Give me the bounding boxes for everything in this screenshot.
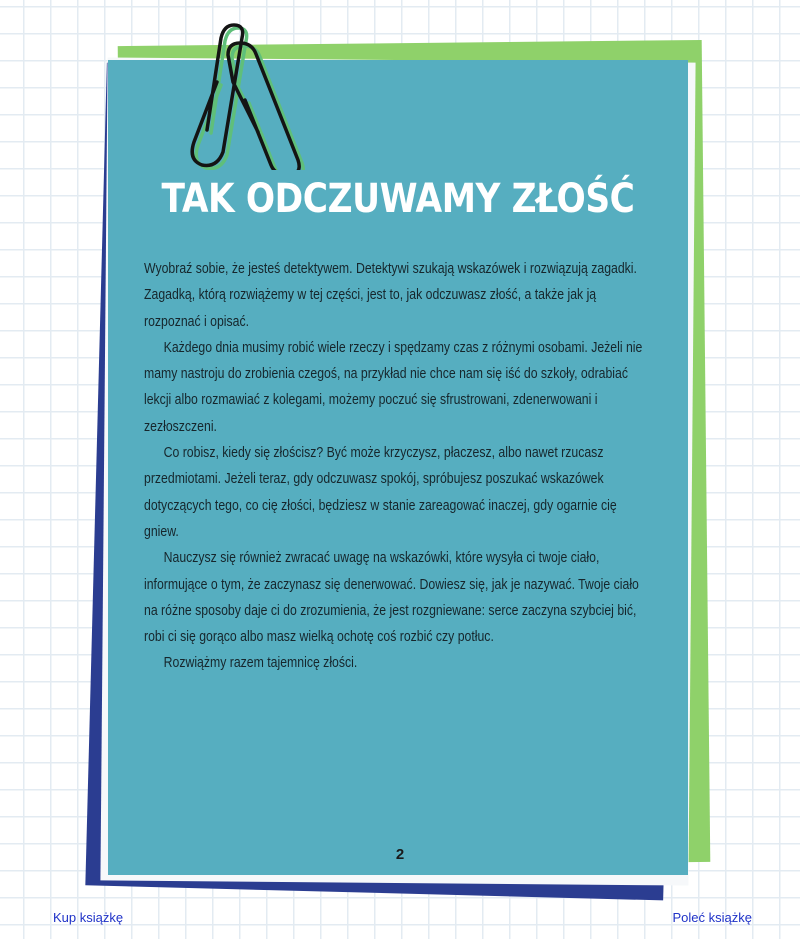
paragraph-2: Każdego dnia musimy robić wiele rzeczy i spędzamy czas z różnymi osobami. Jeżeli nie mamy nastroju do zrobienia czegoś, na przykład nie chce nam się iść do szkoły, odrabiać lekcji albo rozmawiać z kolegami, możemy poczuć się sfrustrowani, zdenerwowani i zezłoszczeni. xyxy=(144,338,643,435)
paragraph-3: Co robisz, kiedy się złościsz? Być może krzyczysz, płaczesz, albo nawet rzucasz przedmiotami. Jeżeli teraz, gdy odczuwasz spokój, spróbujesz poszukać wskazówek dotyczących tego, co cię złości, będziesz w stanie zareagować inaczej, gdy ogarnie cię gniew. xyxy=(144,444,617,540)
recommend-book-link[interactable]: Poleć książkę xyxy=(672,910,752,925)
paragraph-5: Rozwiążmy razem tajemnicę złości. xyxy=(163,654,358,672)
paragraph-1: Wyobraź sobie, że jesteś detektywem. Detektywi szukają wskazówek i rozwiązują zagadki. Zagadką, którą rozwiążemy w tej części, jest to, jak odczuwasz złość, a także jak ją rozpoznać i opisać. xyxy=(144,260,637,330)
paragraph-4: Nauczysz się również zwracać uwagę na wskazówki, które wysyła ci twoje ciało, informujące o tym, że zaczynasz się denerwować. Dowiesz się, jak je nazywać. Twoje ciało na różne sposoby daje ci do zrozumienia, że jest rozgniewane: serce zaczyna szybciej bić, robi ci się gorąco albo masz wielką ochotę coś rozbić czy potłuc. xyxy=(144,549,639,646)
page-title: TAK ODCZUWAMY ZŁOŚĆ xyxy=(161,176,635,222)
page-number: 2 xyxy=(395,846,405,863)
paperclip-icon xyxy=(180,20,320,170)
buy-book-link[interactable]: Kup książkę xyxy=(53,910,124,925)
body-text xyxy=(144,256,651,677)
